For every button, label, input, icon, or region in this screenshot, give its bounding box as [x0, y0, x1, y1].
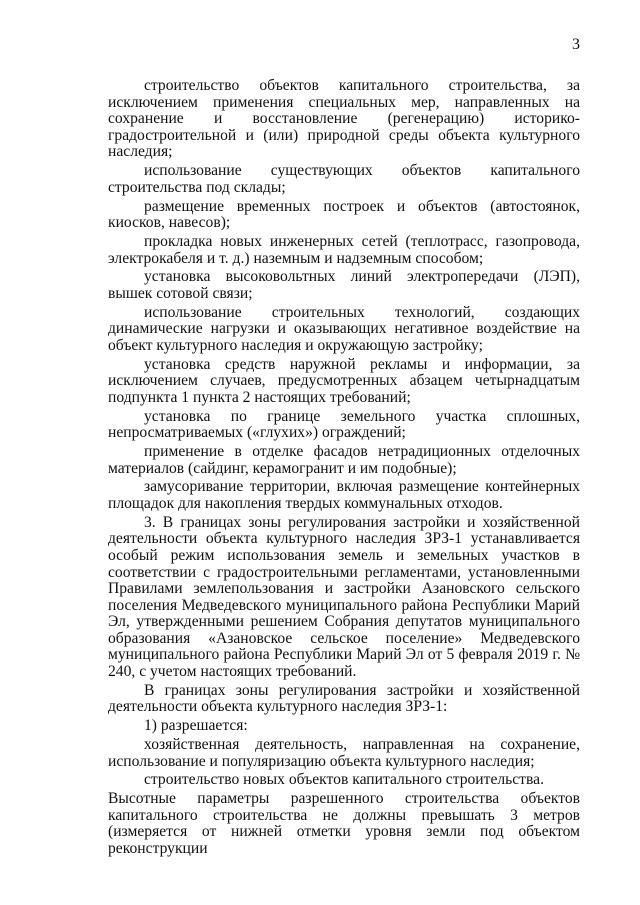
paragraph: Высотные параметры разрешенного строительства объектов капитального строительства не должны превышать 3 метров (измеряется от нижней отметки уровня земли под объектом реконструкции — [108, 790, 580, 857]
paragraph: установка по границе земельного участка сплошных, непросматриваемых («глухих») ограждений; — [108, 407, 580, 442]
paragraph: установка средств наружной рекламы и информации, за исключением случаев, предусмотренных абзацем четырнадцатым подпункта 1 пункта 2 настоящих требований; — [108, 355, 580, 406]
paragraph: прокладка новых инженерных сетей (теплотрасс, газопровода, электрокабеля и т. д.) наземным и надземным способом; — [108, 232, 580, 267]
paragraph: применение в отделке фасадов нетрадиционных отделочных материалов (сайдинг, керамогранит и им подобные); — [108, 442, 580, 477]
paragraph: установка высоковольтных линий электропередачи (ЛЭП), вышек сотовой связи; — [108, 268, 580, 302]
page-number: 3 — [572, 36, 580, 53]
paragraph: В границах зоны регулирования застройки и хозяйственной деятельности объекта культурного наследия ЗРЗ-1: — [108, 681, 580, 716]
paragraph: размещение временных построек и объектов (автостоянок, киосков, навесов); — [108, 197, 580, 232]
paragraph-subitem-1: 1) разрешается: — [144, 717, 248, 735]
document-body — [108, 78, 580, 860]
paragraph: строительство новых объектов капитального строительства. — [144, 771, 544, 789]
paragraph-section-3: 3. В границах зоны регулирования застройки и хозяйственной деятельности объекта культурного наследия ЗРЗ-1 устанавливается особый режим использования земель и земельных участков в соответствии с градостроительными регламентами, установленными Правилами землепользования и застройки Азановского сельского поселения Медведевского муниципального района Республики Марий Эл, утвержденными решением Собрания депутатов муниципального образования «Азановское сельское поселение» Медведевского муниципального района Республики Марий Эл от 5 февраля 2019 г. № 240, с учетом настоящих требований. — [108, 513, 580, 681]
paragraph: использование существующих объектов капитального строительства под склады; — [108, 162, 580, 196]
paragraph: строительство объектов капитального строительства, за исключением применения специальных мер, направленных на сохранение и восстановление (регенерацию) историко-градостроительной и (или) природной среды объекта культурного наследия; — [108, 77, 580, 161]
paragraph: хозяйственная деятельность, направленная на сохранение, использование и популяризацию объекта культурного наследия; — [108, 736, 580, 770]
paragraph: использование строительных технологий, создающих динамические нагрузки и оказывающих негативное воздействие на объект культурного наследия и окружающую застройку; — [108, 303, 580, 354]
paragraph: замусоривание территории, включая размещение контейнерных площадок для накопления твердых коммунальных отходов. — [108, 478, 580, 512]
